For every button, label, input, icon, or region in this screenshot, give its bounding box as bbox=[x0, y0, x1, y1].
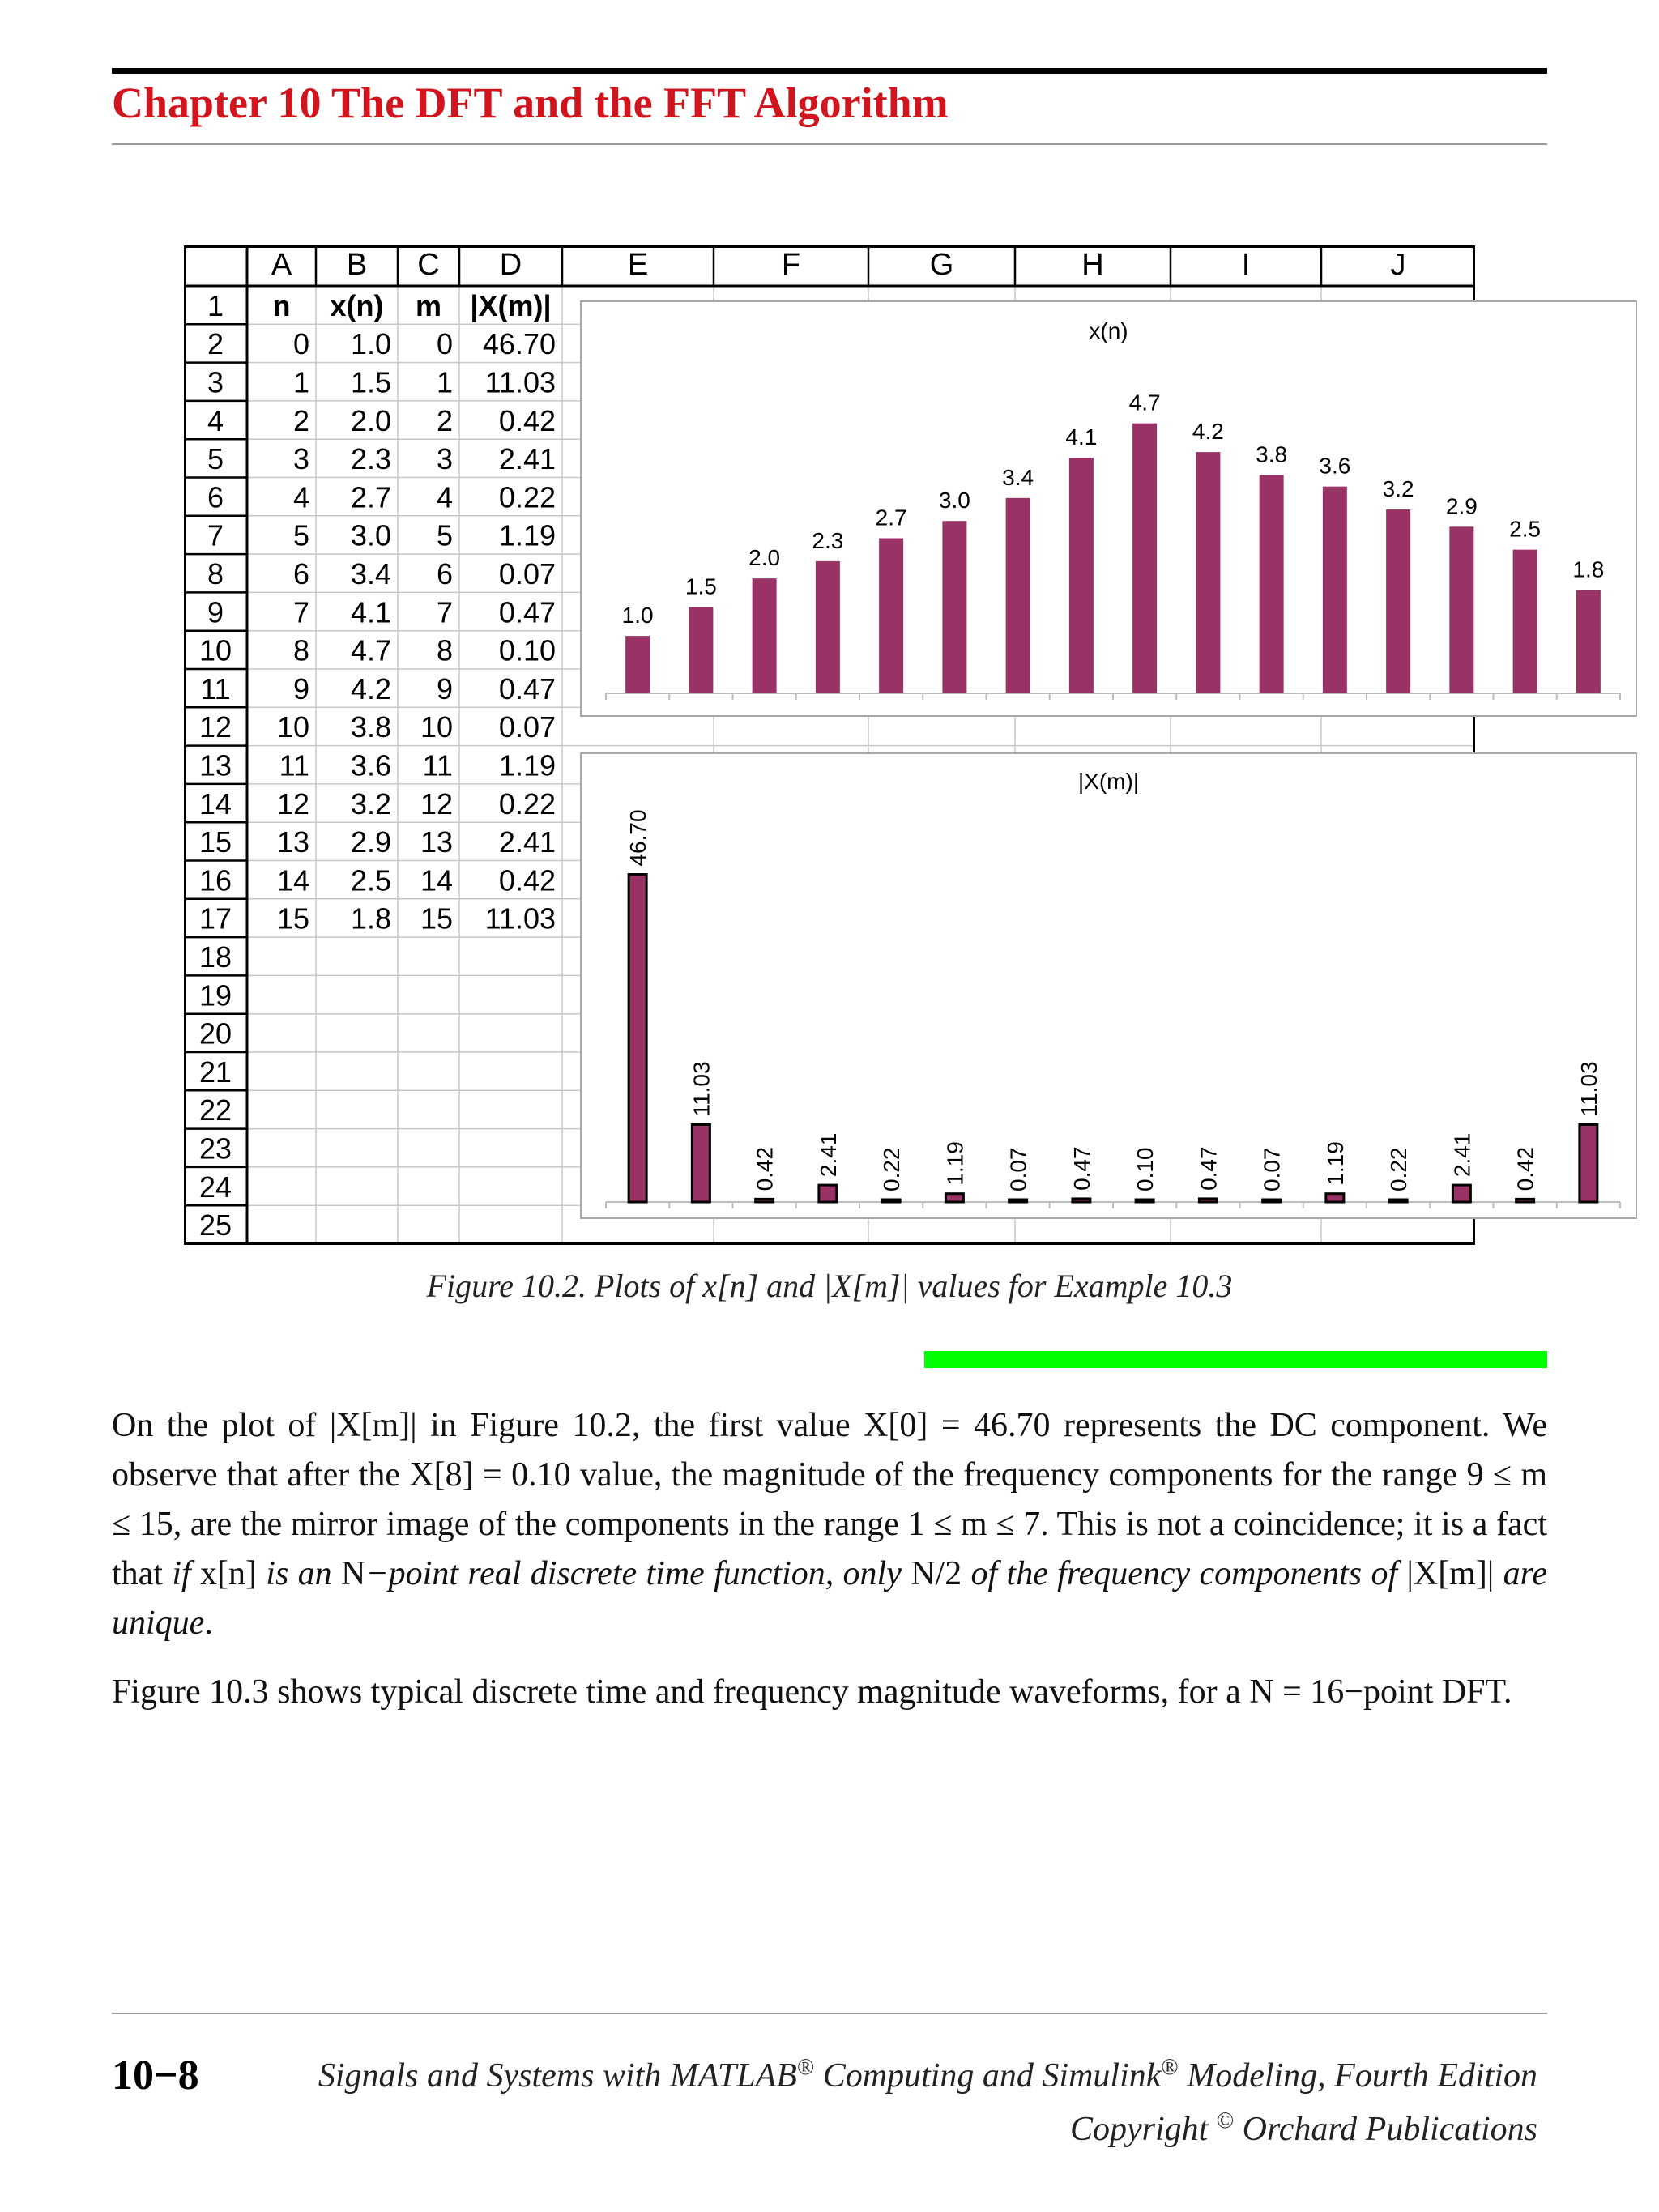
table-cell[interactable]: 2.41 bbox=[498, 442, 556, 476]
column-letter[interactable]: E bbox=[627, 248, 649, 282]
bar-value-label: 1.19 bbox=[942, 1141, 968, 1186]
bar[interactable] bbox=[1580, 1124, 1597, 1202]
bar[interactable] bbox=[1069, 458, 1094, 693]
chart-Xm-title: |X(m)| bbox=[1077, 769, 1140, 794]
table-cell[interactable]: 1 bbox=[436, 365, 453, 399]
bar-value-label: 0.42 bbox=[1512, 1146, 1538, 1191]
row-number[interactable]: 12 bbox=[198, 710, 232, 744]
chart-xn-plot bbox=[582, 302, 1636, 715]
bar[interactable] bbox=[1196, 452, 1220, 693]
table-cell[interactable]: 1 bbox=[292, 365, 309, 399]
row-number[interactable]: 19 bbox=[198, 978, 232, 1012]
bar-value-label: 2.41 bbox=[1449, 1132, 1475, 1178]
figure-caption: Figure 10.2. Plots of x[n] and |X[m]| values for Example 10.3 bbox=[426, 1268, 1233, 1304]
row-number[interactable]: 5 bbox=[207, 442, 224, 476]
bar-value-label: 0.42 bbox=[752, 1146, 778, 1191]
column-letter[interactable]: I bbox=[1241, 248, 1251, 282]
bar-value-label: 1.5 bbox=[684, 573, 717, 599]
table-cell[interactable]: 10 bbox=[276, 710, 309, 744]
bar-value-label: 3.4 bbox=[1002, 464, 1034, 490]
bar-value-label: 11.03 bbox=[1576, 1061, 1601, 1117]
bar-value-label: 4.1 bbox=[1065, 424, 1098, 450]
table-cell[interactable]: 11.03 bbox=[484, 901, 556, 936]
bar-value-label: 0.10 bbox=[1132, 1147, 1158, 1191]
top-rule bbox=[112, 68, 1547, 74]
bar[interactable] bbox=[629, 875, 646, 1202]
row-number[interactable]: 7 bbox=[207, 518, 224, 552]
column-letter[interactable]: D bbox=[499, 248, 522, 282]
table-cell[interactable]: 0 bbox=[436, 327, 453, 361]
row-number[interactable]: 4 bbox=[207, 403, 224, 437]
bar[interactable] bbox=[1073, 1199, 1090, 1202]
table-cell[interactable]: 11.03 bbox=[484, 365, 556, 399]
column-letter[interactable]: A bbox=[271, 248, 292, 282]
table-cell[interactable]: 15 bbox=[420, 901, 453, 936]
table-cell[interactable]: 12 bbox=[420, 786, 453, 820]
table-cell[interactable]: 8 bbox=[292, 633, 309, 667]
row-number[interactable]: 1 bbox=[207, 288, 224, 322]
column-letter[interactable]: G bbox=[929, 248, 954, 282]
paragraph-2: Figure 10.3 shows typical discrete time and frequency magnitude waveforms, for a N = 16−point DFT. bbox=[112, 1673, 1512, 1711]
table-cell[interactable]: 0.07 bbox=[498, 710, 556, 744]
table-cell[interactable]: 2.3 bbox=[350, 442, 391, 476]
row-number[interactable]: 6 bbox=[207, 480, 224, 514]
row-number[interactable]: 8 bbox=[207, 556, 224, 590]
row-number[interactable]: 24 bbox=[198, 1170, 232, 1204]
bar-value-label: 0.22 bbox=[879, 1147, 905, 1191]
bar[interactable] bbox=[879, 539, 903, 694]
table-cell[interactable]: 7 bbox=[292, 595, 309, 629]
footer-rule bbox=[112, 2013, 1547, 2014]
row-number[interactable]: 18 bbox=[198, 940, 232, 974]
table-cell[interactable]: 46.70 bbox=[482, 327, 556, 361]
bar-value-label: 4.7 bbox=[1128, 390, 1161, 416]
table-cell[interactable]: 13 bbox=[420, 825, 453, 859]
bar-value-label: 2.7 bbox=[875, 505, 907, 531]
table-cell[interactable]: 3 bbox=[436, 442, 453, 476]
bar-value-label: 0.47 bbox=[1196, 1146, 1222, 1191]
bar-value-label: 0.47 bbox=[1068, 1146, 1094, 1191]
bar[interactable] bbox=[625, 636, 650, 693]
table-cell[interactable]: 2.9 bbox=[350, 825, 391, 859]
row-number[interactable]: 21 bbox=[198, 1055, 232, 1089]
bar[interactable] bbox=[1132, 424, 1157, 693]
row-number[interactable]: 16 bbox=[198, 863, 232, 897]
table-cell[interactable]: 3 bbox=[292, 442, 309, 476]
column-header-cell[interactable]: m bbox=[415, 288, 442, 322]
bar[interactable] bbox=[945, 1194, 963, 1202]
table-cell[interactable]: 3.2 bbox=[350, 786, 391, 820]
bar-value-label: 2.3 bbox=[812, 527, 844, 553]
footer-book-title: Signals and Systems with MATLAB® Computing and Simulink® Modeling, Fourth Edition bbox=[318, 2055, 1537, 2095]
table-cell[interactable]: 11 bbox=[422, 748, 453, 782]
bar[interactable] bbox=[692, 1124, 710, 1202]
bar-value-label: 2.41 bbox=[815, 1132, 841, 1178]
row-number[interactable]: 22 bbox=[198, 1093, 232, 1127]
footer-copyright: Copyright © Orchard Publications bbox=[1070, 2108, 1537, 2148]
bar[interactable] bbox=[942, 521, 966, 693]
table-cell[interactable]: 1.19 bbox=[498, 748, 556, 782]
bar[interactable] bbox=[756, 1199, 774, 1202]
row-number[interactable]: 20 bbox=[198, 1016, 232, 1051]
bar[interactable] bbox=[1260, 475, 1284, 693]
table-cell[interactable]: 2 bbox=[292, 403, 309, 437]
table-cell[interactable]: 0.47 bbox=[498, 671, 556, 705]
paragraph-1: On the plot of |X[m]| in Figure 10.2, the first value X[0] = 46.70 represents the DC component. We observe that after the X[8] = 0.10 value, the magnitude of the frequency components for the range 9 ≤ m ≤ 15, are the mirror image of the components in the range 1 ≤ m ≤ 7. This is not a coincidence; it is a fact that if x[n] is an N−point real discrete time function, only N/2 of the frequency components of |X[m]| are unique. bbox=[112, 1407, 1548, 1642]
bar[interactable] bbox=[1006, 498, 1030, 693]
table-cell[interactable]: 6 bbox=[292, 556, 309, 590]
bar-value-label: 1.19 bbox=[1322, 1141, 1348, 1186]
table-cell[interactable]: 1.8 bbox=[350, 901, 391, 936]
table-cell[interactable]: 0.22 bbox=[498, 480, 556, 514]
table-cell[interactable]: 0.42 bbox=[498, 863, 556, 897]
table-cell[interactable]: 2.41 bbox=[498, 825, 556, 859]
bar[interactable] bbox=[1136, 1200, 1154, 1202]
bar[interactable] bbox=[1513, 550, 1537, 693]
table-cell[interactable]: 6 bbox=[436, 556, 453, 590]
bar-value-label: 3.6 bbox=[1319, 453, 1351, 479]
bar[interactable] bbox=[882, 1200, 900, 1202]
row-number[interactable]: 17 bbox=[198, 901, 232, 936]
bar[interactable] bbox=[1516, 1199, 1534, 1202]
table-cell[interactable]: 4.7 bbox=[350, 633, 391, 667]
table-cell[interactable]: 8 bbox=[436, 633, 453, 667]
table-cell[interactable]: 4 bbox=[292, 480, 309, 514]
table-cell[interactable]: 0.22 bbox=[498, 786, 556, 820]
table-cell[interactable]: 4.1 bbox=[350, 595, 391, 629]
bar[interactable] bbox=[1386, 509, 1410, 693]
chart-Xm-panel bbox=[580, 752, 1637, 1219]
bar[interactable] bbox=[1576, 590, 1601, 693]
chart-xn-title: x(n) bbox=[1089, 318, 1128, 343]
table-cell[interactable]: 5 bbox=[436, 518, 453, 552]
chart-Xm-plot bbox=[582, 754, 1636, 1217]
table-cell[interactable]: 14 bbox=[420, 863, 453, 897]
row-number[interactable]: 2 bbox=[207, 327, 224, 361]
bar[interactable] bbox=[1263, 1200, 1281, 1202]
bar-value-label: 3.8 bbox=[1256, 441, 1288, 467]
row-number[interactable]: 14 bbox=[198, 786, 232, 820]
table-cell[interactable]: 2.0 bbox=[350, 403, 391, 437]
bar[interactable] bbox=[819, 1185, 837, 1202]
table-cell[interactable]: 0 bbox=[292, 327, 309, 361]
bar-value-label: 0.07 bbox=[1005, 1147, 1031, 1191]
column-letter[interactable]: H bbox=[1081, 248, 1104, 282]
table-cell[interactable]: 1.19 bbox=[498, 518, 556, 552]
row-number[interactable]: 3 bbox=[207, 365, 224, 399]
bar[interactable] bbox=[1452, 1185, 1470, 1202]
row-number[interactable]: 9 bbox=[207, 595, 224, 629]
bar-value-label: 1.8 bbox=[1572, 556, 1605, 582]
column-header-cell[interactable]: |X(m)| bbox=[470, 288, 552, 322]
bar-value-label: 46.70 bbox=[625, 809, 651, 867]
header-rule bbox=[112, 143, 1547, 145]
bar[interactable] bbox=[1326, 1194, 1344, 1202]
table-cell[interactable]: 4 bbox=[436, 480, 453, 514]
table-cell[interactable]: 9 bbox=[436, 671, 453, 705]
table-cell[interactable]: 4.2 bbox=[350, 671, 391, 705]
table-cell[interactable]: 3.4 bbox=[350, 556, 391, 590]
bar-value-label: 0.22 bbox=[1386, 1147, 1412, 1191]
bar[interactable] bbox=[1389, 1200, 1407, 1202]
table-cell[interactable]: 2.5 bbox=[350, 863, 391, 897]
table-cell[interactable]: 0.10 bbox=[498, 633, 556, 667]
table-cell[interactable]: 10 bbox=[420, 710, 453, 744]
table-cell[interactable]: 1.0 bbox=[350, 327, 391, 361]
row-number[interactable]: 13 bbox=[198, 748, 232, 782]
table-cell[interactable]: 11 bbox=[279, 748, 309, 782]
spreadsheet-figure bbox=[184, 245, 1605, 1245]
bar-value-label: 1.0 bbox=[621, 603, 654, 629]
row-number[interactable]: 10 bbox=[198, 633, 232, 667]
table-cell[interactable]: 7 bbox=[436, 595, 453, 629]
table-cell[interactable]: 2 bbox=[436, 403, 453, 437]
column-letter[interactable]: J bbox=[1390, 248, 1406, 282]
bar-value-label: 2.5 bbox=[1509, 516, 1542, 542]
bar[interactable] bbox=[1009, 1200, 1027, 1202]
chart-xn-panel bbox=[580, 300, 1637, 717]
bar-value-label: 2.0 bbox=[748, 545, 781, 571]
table-cell[interactable]: 1.5 bbox=[350, 365, 391, 399]
row-number[interactable]: 11 bbox=[200, 671, 231, 705]
chapter-title: Chapter 10 The DFT and the FFT Algorithm bbox=[112, 79, 949, 127]
bar[interactable] bbox=[1323, 487, 1347, 693]
table-cell[interactable]: 3.6 bbox=[350, 748, 391, 782]
column-letter[interactable]: B bbox=[346, 248, 368, 282]
column-header-cell[interactable]: x(n) bbox=[330, 288, 384, 322]
table-cell[interactable]: 3.0 bbox=[350, 518, 391, 552]
bar[interactable] bbox=[816, 561, 840, 693]
table-cell[interactable]: 3.8 bbox=[350, 710, 391, 744]
bar-value-label: 11.03 bbox=[689, 1061, 714, 1117]
table-cell[interactable]: 0.47 bbox=[498, 595, 556, 629]
column-header-cell[interactable]: n bbox=[272, 288, 291, 322]
column-letter[interactable]: F bbox=[781, 248, 801, 282]
bar[interactable] bbox=[753, 578, 777, 693]
highlight-bar bbox=[924, 1351, 1547, 1368]
table-cell[interactable]: 9 bbox=[292, 671, 309, 705]
row-number[interactable]: 23 bbox=[198, 1132, 232, 1166]
bar[interactable] bbox=[1199, 1199, 1217, 1202]
table-cell[interactable]: 13 bbox=[276, 825, 309, 859]
row-number[interactable]: 25 bbox=[198, 1208, 232, 1242]
bar[interactable] bbox=[1449, 526, 1473, 693]
table-cell[interactable]: 5 bbox=[292, 518, 309, 552]
bar-value-label: 2.9 bbox=[1445, 493, 1478, 519]
table-cell[interactable]: 0.42 bbox=[498, 403, 556, 437]
table-cell[interactable]: 2.7 bbox=[350, 480, 391, 514]
bar-value-label: 0.07 bbox=[1259, 1147, 1285, 1191]
bar-value-label: 3.0 bbox=[938, 488, 970, 514]
bar[interactable] bbox=[689, 607, 713, 693]
table-cell[interactable]: 0.07 bbox=[498, 556, 556, 590]
table-cell[interactable]: 14 bbox=[276, 863, 309, 897]
bar-value-label: 4.2 bbox=[1192, 419, 1224, 445]
column-letter[interactable]: C bbox=[417, 248, 440, 282]
page-number: 10−8 bbox=[112, 2052, 199, 2099]
table-cell[interactable]: 15 bbox=[276, 901, 309, 936]
bar-value-label: 3.2 bbox=[1382, 476, 1414, 502]
table-cell[interactable]: 12 bbox=[276, 786, 309, 820]
row-number[interactable]: 15 bbox=[198, 825, 232, 859]
